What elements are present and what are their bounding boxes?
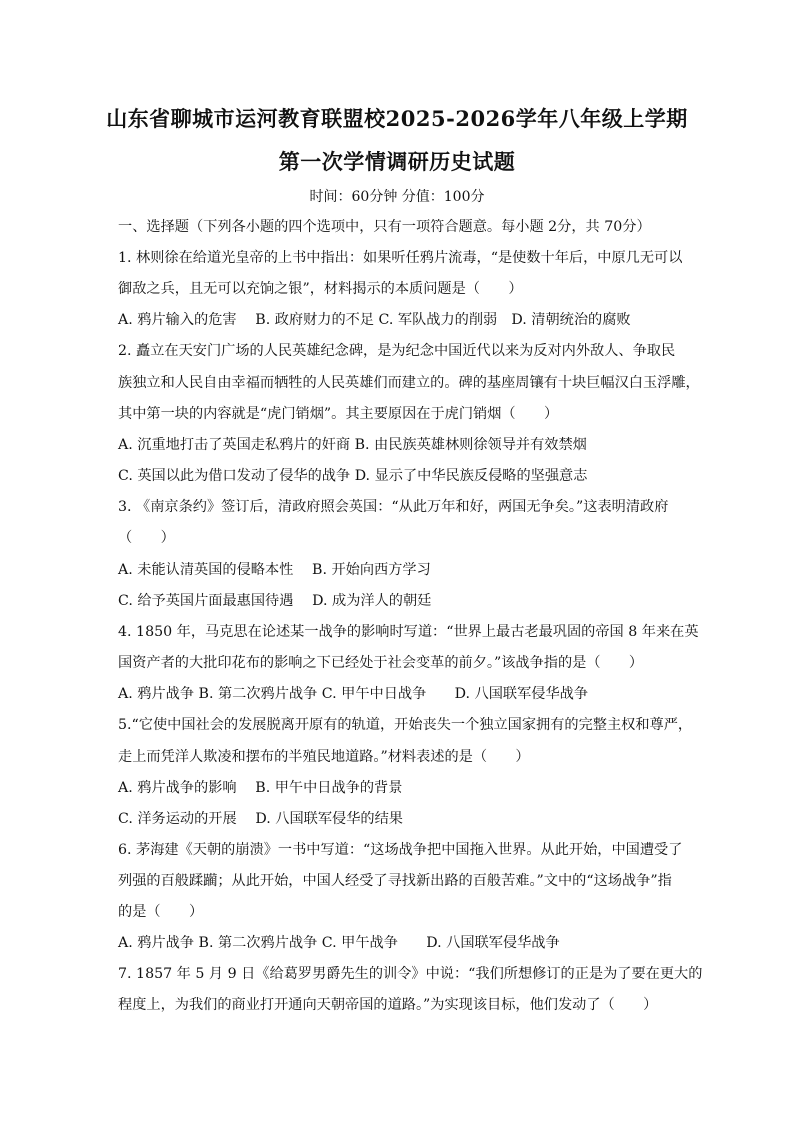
question-line: 6. 茅海建《天朝的崩溃》一书中写道：“这场战争把中国拖入世界。从此开始，中国遭受了 [118, 842, 683, 858]
question-line: （ ） [118, 530, 175, 546]
question-line: 4. 1850 年，马克思在论述某一战争的影响时写道：“世界上最古老最巩固的帝国 8 年来在英 [118, 624, 699, 640]
answer-options: A. 沉重地打击了英国走私鸦片的奸商 B. 由民族英雄林则徐领导并有效禁烟 [118, 437, 587, 453]
question-line: 2. 矗立在天安门广场的人民英雄纪念碑，是为纪念中国近代以来为反对内外敌人、争取民 [118, 343, 676, 359]
exam-meta: 时间：60分钟 分值：100分 [309, 189, 485, 205]
question-line: 3. 《南京条约》签订后，清政府照会英国：“从此万年和好，两国无争矣。”这表明清政府 [118, 499, 669, 515]
section-heading: 一、选择题（下列各小题的四个选项中，只有一项符合题意。每小题 2分，共 70分） [118, 219, 651, 235]
question-line: 走上而凭洋人欺凌和摆布的半殖民地道路。”材料表述的是（ ） [118, 749, 530, 765]
question-line: 其中第一块的内容就是“虎门销烟”。其主要原因在于虎门销烟（ ） [118, 406, 559, 422]
answer-options: C. 洋务运动的开展 D. 八国联军侵华的结果 [118, 811, 403, 827]
answer-options: A. 鸦片战争的影响 B. 甲午中日战争的背景 [118, 780, 403, 796]
question-line: 的是（ ） [118, 904, 204, 920]
answer-options: A. 鸦片输入的危害 B. 政府财力的不足 C. 军队战力的削弱 D. 清朝统治的腐败 [118, 312, 631, 328]
answer-options: A. 鸦片战争 B. 第二次鸦片战争 C. 甲午战争 D. 八国联军侵华战争 [118, 935, 560, 951]
exam-title-line-1: 山东省聊城市运河教育联盟校2025-2026学年八年级上学期 [106, 106, 688, 131]
question-line: 1. 林则徐在给道光皇帝的上书中指出：如果听任鸦片流毒，“是使数十年后，中原几无可以 [118, 250, 683, 266]
question-line: 程度上，为我们的商业打开通向天朝帝国的道路。”为实现该目标，他们发动了（ ） [118, 997, 658, 1013]
answer-options: C. 英国以此为借口发动了侵华的战争 D. 显示了中华民族反侵略的坚强意志 [118, 468, 588, 484]
question-line: 7. 1857 年 5 月 9 日《给葛罗男爵先生的训令》中说：“我们所想修订的正是为了要在更大的 [118, 966, 703, 982]
answer-options: A. 鸦片战争 B. 第二次鸦片战争 C. 甲午中日战争 D. 八国联军侵华战争 [118, 686, 589, 702]
answer-options: A. 未能认清英国的侵略本性 B. 开始向西方学习 [118, 562, 431, 578]
question-line: 族独立和人民自由幸福而牺牲的人民英雄们而建立的。碑的基座周镶有十块巨幅汉白玉浮雕， [118, 375, 700, 391]
exam-title-line-2: 第一次学情调研历史试题 [278, 149, 516, 174]
question-line: 国资产者的大批印花布的影响之下已经处于社会变革的前夕。”该战争指的是（ ） [118, 655, 644, 671]
question-line: 列强的百般蹂躏；从此开始，中国人经受了寻找新出路的百般苦难。”文中的“这场战争”指 [118, 873, 672, 889]
question-line: 5.“它使中国社会的发展脱离开原有的轨道，开始丧失一个独立国家拥有的完整主权和尊严， [118, 717, 693, 733]
answer-options: C. 给予英国片面最惠国待遇 D. 成为洋人的朝廷 [118, 593, 432, 609]
question-line: 御敌之兵，且无可以充饷之银”，材料揭示的本质问题是（ ） [118, 281, 523, 297]
